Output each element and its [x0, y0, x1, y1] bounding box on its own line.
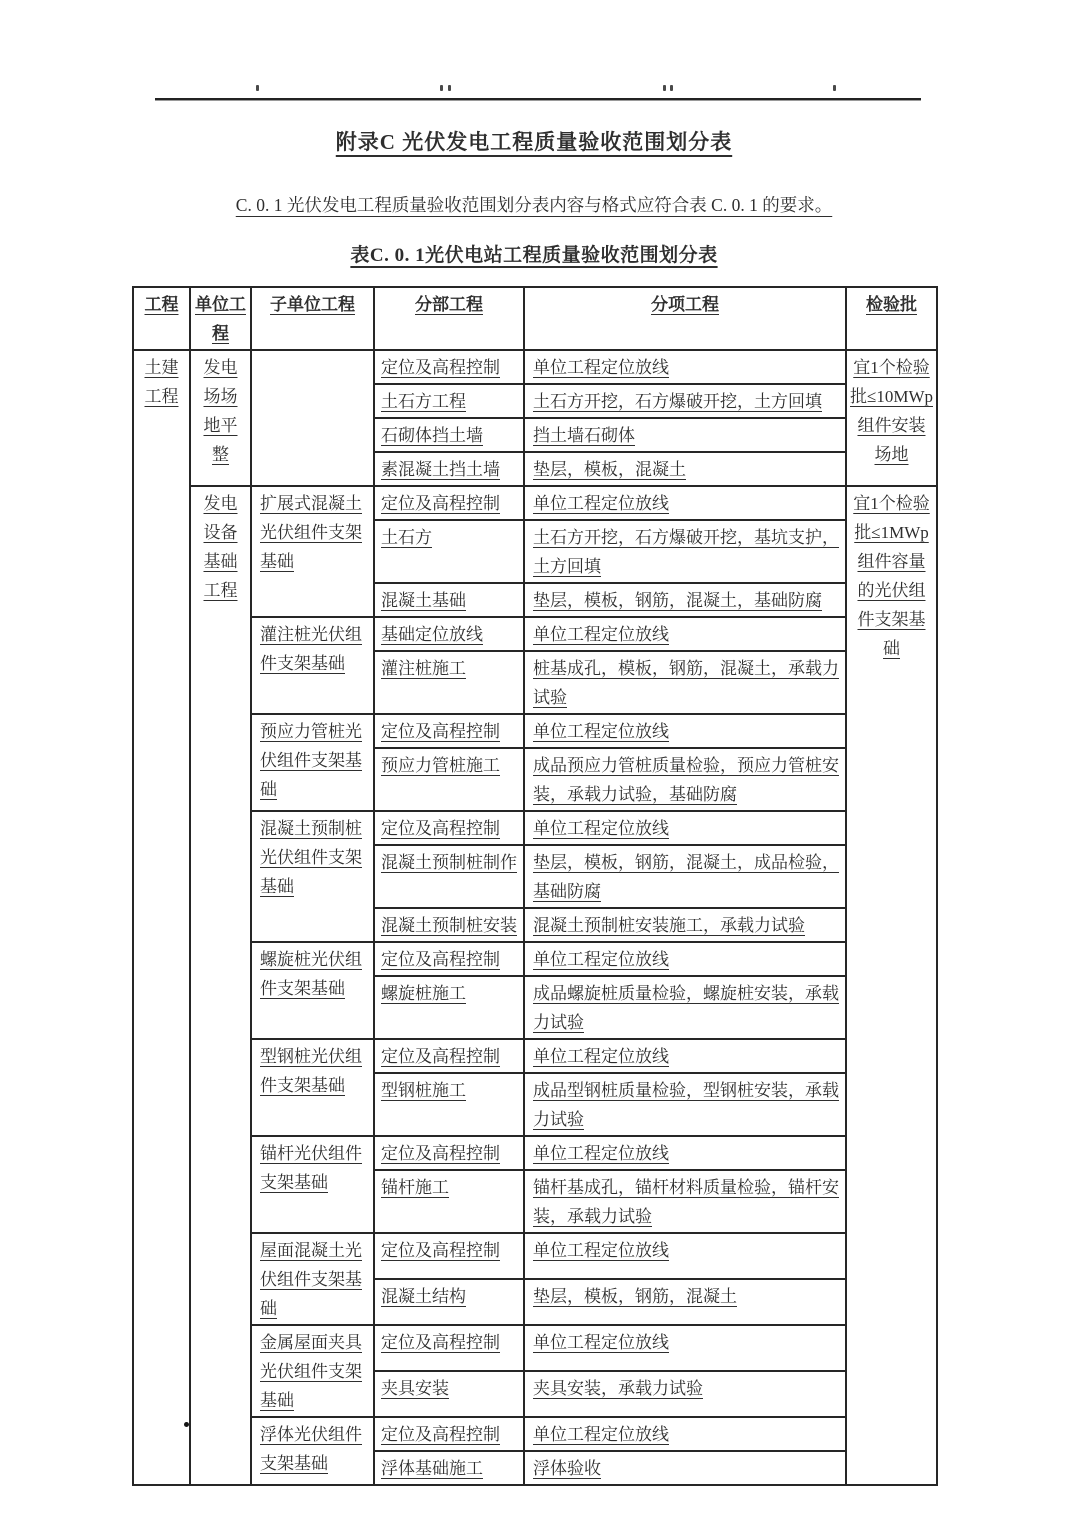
table-row [133, 617, 937, 651]
division-cell: 螺旋桩施工 [374, 976, 524, 1039]
scan-artifact-mark [670, 85, 673, 91]
item-cell: 单位工程定位放线 [524, 1325, 846, 1371]
scan-artifact-mark [440, 85, 443, 91]
item-cell: 浮体验收 [524, 1451, 846, 1485]
division-cell: 预应力管桩施工 [374, 748, 524, 811]
header-rule [155, 98, 921, 101]
table-row [133, 811, 937, 845]
subunit-cell: 扩展式混凝土光伏组件支架基础 [251, 486, 374, 617]
scan-artifact-mark [663, 85, 666, 91]
item-cell: 垫层，模板，钢筋，混凝土，成品检验，基础防腐 [524, 845, 846, 908]
batch-cell: 宜1个检验批≤1MWp 组件容量的光伏组件支架基础 [846, 486, 937, 1485]
subunit-cell: 螺旋桩光伏组件支架基础 [251, 942, 374, 1039]
division-cell: 定位及高程控制 [374, 350, 524, 384]
division-cell: 定位及高程控制 [374, 811, 524, 845]
item-cell: 单位工程定位放线 [524, 1233, 846, 1279]
table-container [132, 286, 936, 1478]
item-cell: 单位工程定位放线 [524, 942, 846, 976]
division-cell: 石砌体挡土墙 [374, 418, 524, 452]
subunit-cell: 型钢桩光伏组件支架基础 [251, 1039, 374, 1136]
division-cell: 定位及高程控制 [374, 486, 524, 520]
scan-artifact-mark [448, 85, 451, 91]
item-cell: 单位工程定位放线 [524, 1039, 846, 1073]
table-row [133, 1136, 937, 1170]
table-row [133, 714, 937, 748]
division-cell: 混凝土基础 [374, 583, 524, 617]
column-header-unit: 单位工程 [190, 287, 251, 350]
item-cell: 锚杆基成孔，锚杆材料质量检验，锚杆安装，承载力试验 [524, 1170, 846, 1233]
unit-cell: 发电设备基础工程 [190, 486, 251, 1485]
column-header-project: 工程 [133, 287, 190, 350]
scan-artifact-mark [256, 85, 259, 91]
division-cell: 定位及高程控制 [374, 714, 524, 748]
division-cell: 定位及高程控制 [374, 1325, 524, 1371]
item-cell: 土石方开挖，石方爆破开挖，基坑支护，土方回填 [524, 520, 846, 583]
subunit-cell: 锚杆光伏组件支架基础 [251, 1136, 374, 1233]
item-cell: 夹具安装，承载力试验 [524, 1371, 846, 1417]
item-cell: 挡土墙石砌体 [524, 418, 846, 452]
column-header-batch: 检验批 [846, 287, 937, 350]
division-cell: 定位及高程控制 [374, 1136, 524, 1170]
division-cell: 土石方 [374, 520, 524, 583]
scan-artifact-dot [184, 1422, 189, 1427]
column-header-subunit: 子单位工程 [251, 287, 374, 350]
division-cell: 混凝土结构 [374, 1279, 524, 1325]
clause-text: C. 0. 1 光伏发电工程质量验收范围划分表内容与格式应符合表 C. 0. 1 的要求。 [235, 195, 833, 215]
division-cell: 夹具安装 [374, 1371, 524, 1417]
acceptance-scope-table [132, 286, 938, 1486]
division-cell: 素混凝土挡土墙 [374, 452, 524, 486]
division-cell: 土石方工程 [374, 384, 524, 418]
item-cell: 成品型钢桩质量检验，型钢桩安装，承载力试验 [524, 1073, 846, 1136]
item-cell: 单位工程定位放线 [524, 1136, 846, 1170]
item-cell: 单位工程定位放线 [524, 350, 846, 384]
item-cell: 单位工程定位放线 [524, 811, 846, 845]
item-cell: 桩基成孔，模板，钢筋，混凝土，承载力试验 [524, 651, 846, 714]
division-cell: 混凝土预制桩安装 [374, 908, 524, 942]
item-cell: 垫层，模板，混凝土 [524, 452, 846, 486]
subunit-cell: 屋面混凝土光伏组件支架基础 [251, 1233, 374, 1325]
subunit-cell: 预应力管桩光伏组件支架基础 [251, 714, 374, 811]
item-cell: 混凝土预制桩安装施工，承载力试验 [524, 908, 846, 942]
division-cell: 基础定位放线 [374, 617, 524, 651]
division-cell: 定位及高程控制 [374, 1039, 524, 1073]
division-cell: 灌注桩施工 [374, 651, 524, 714]
subunit-cell: 金属屋面夹具光伏组件支架基础 [251, 1325, 374, 1417]
appendix-title: 附录C 光伏发电工程质量验收范围划分表 [335, 130, 733, 154]
column-header-division: 分部工程 [374, 287, 524, 350]
division-cell: 定位及高程控制 [374, 942, 524, 976]
table-row [133, 1233, 937, 1279]
table-title: 表C. 0. 1光伏电站工程质量验收范围划分表 [350, 245, 718, 266]
item-cell: 垫层，模板，钢筋，混凝土 [524, 1279, 846, 1325]
batch-cell: 宜1个检验批≤10MWp 组件安装场地 [846, 350, 937, 486]
item-cell: 垫层，模板，钢筋，混凝土，基础防腐 [524, 583, 846, 617]
item-cell: 土石方开挖，石方爆破开挖，土方回填 [524, 384, 846, 418]
subunit-cell: 混凝土预制桩光伏组件支架基础 [251, 811, 374, 942]
division-cell: 浮体基础施工 [374, 1451, 524, 1485]
division-cell: 定位及高程控制 [374, 1417, 524, 1451]
division-cell: 混凝土预制桩制作 [374, 845, 524, 908]
item-cell: 单位工程定位放线 [524, 1417, 846, 1451]
division-cell: 锚杆施工 [374, 1170, 524, 1233]
item-cell: 单位工程定位放线 [524, 617, 846, 651]
item-cell: 成品螺旋桩质量检验，螺旋桩安装，承载力试验 [524, 976, 846, 1039]
table-row [133, 486, 937, 520]
table-header-row [133, 287, 937, 350]
subunit-cell: 浮体光伏组件支架基础 [251, 1417, 374, 1485]
table-row [133, 1039, 937, 1073]
division-cell: 定位及高程控制 [374, 1233, 524, 1279]
scan-artifact-mark [833, 85, 836, 91]
column-header-item: 分项工程 [524, 287, 846, 350]
item-cell: 单位工程定位放线 [524, 486, 846, 520]
division-cell: 型钢桩施工 [374, 1073, 524, 1136]
project-cell: 土建工程 [133, 350, 190, 1485]
item-cell: 单位工程定位放线 [524, 714, 846, 748]
subunit-cell [251, 350, 374, 486]
table-body [133, 350, 937, 1485]
item-cell: 成品预应力管桩质量检验，预应力管桩安装，承载力试验，基础防腐 [524, 748, 846, 811]
unit-cell: 发电场场地平整 [190, 350, 251, 486]
table-row [133, 942, 937, 976]
subunit-cell: 灌注桩光伏组件支架基础 [251, 617, 374, 714]
table-row [133, 1417, 937, 1451]
table-row [133, 1325, 937, 1371]
table-row [133, 350, 937, 384]
